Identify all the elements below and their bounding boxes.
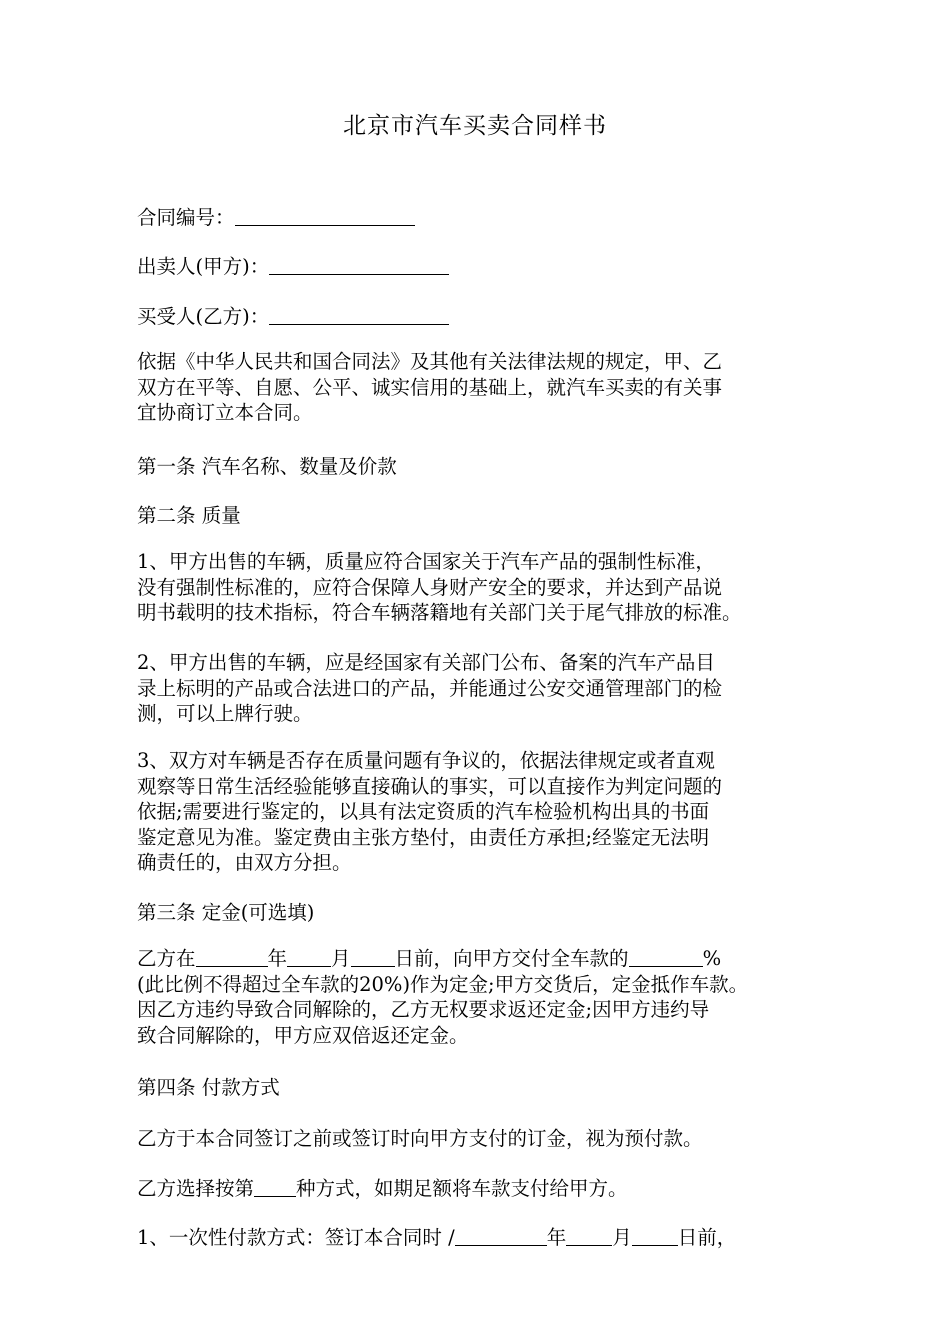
lump-sum-day-blank [632,1226,678,1246]
contract-number-blank [235,206,415,226]
intro-line: 双方在平等、自愿、公平、诚实信用的基础上，就汽车买卖的有关事 [137,375,723,399]
lump-sum-year-blank [455,1226,547,1246]
article-3-paragraph [137,946,827,1048]
method-number-blank [254,1177,296,1197]
intro-line: 依据《中华人民共和国合同法》及其他有关法律法规的规定，甲、乙 [137,350,723,373]
clause-line: (此比例不得超过全车款的20%)作为定金;甲方交货后，定金抵作车款。 [137,972,749,996]
deposit-day-blank [351,947,395,967]
clause-line: 观察等日常生活经验能够直接确认的事实，可以直接作为判定问题的 [137,774,723,798]
clause-line: 测，可以上牌行驶。 [137,702,313,725]
deposit-month-blank [287,947,331,967]
article-4-lump-sum [137,1222,736,1250]
clause-line: 明书载明的技术指标，符合车辆落籍地有关部门关于尾气排放的标准。 [137,601,742,624]
article-4-method-choice [137,1173,628,1201]
clause-line: 鉴定意见为准。鉴定费由主张方垫付，由责任方承担;经鉴定无法明 [137,825,710,849]
clause-line: 致合同解除的，甲方应双倍返还定金。 [137,1023,469,1047]
clause-line: 录上标明的产品或合法进口的产品，并能通过公安交通管理部门的检 [137,676,723,700]
article-3-heading: 第三条 定金(可选填) [137,901,315,924]
method-text: 种方式，如期足额将车款支付给甲方。 [296,1177,628,1200]
deposit-percent-blank [629,947,703,967]
deposit-text: 乙方在 [137,947,196,970]
intro-paragraph [137,349,827,426]
deposit-year-blank [196,947,268,967]
lump-sum-text: 1、一次性付款方式：签订本合同时 / [137,1226,455,1249]
clause-line: 确责任的，由双方分担。 [137,851,352,874]
deposit-text: 月 [331,947,351,970]
article-2-heading: 第二条 质量 [137,504,241,527]
contract-number-field [137,202,415,230]
buyer-field [137,301,449,329]
clause-line: 2、甲方出售的车辆，应是经国家有关部门公布、备案的汽车产品目 [137,651,715,674]
deposit-line [137,946,827,972]
clause-line: 3、双方对车辆是否存在质量问题有争议的，依据法律规定或者直观 [137,749,715,772]
article-2-clause-2 [137,650,827,727]
contract-number-label: 合同编号： [137,206,235,229]
intro-line: 宜协商订立本合同。 [137,401,313,424]
buyer-blank [269,305,449,325]
method-text: 乙方选择按第 [137,1177,255,1200]
seller-field [137,251,449,279]
clause-line: 没有强制性标准的，应符合保障人身财产安全的要求，并达到产品说 [137,575,723,599]
lump-sum-text: 日前， [677,1226,737,1249]
clause-line: 1、甲方出售的车辆，质量应符合国家关于汽车产品的强制性标准， [137,550,715,573]
deposit-text: % [702,947,722,970]
buyer-label: 买受人(乙方)： [137,305,270,328]
lump-sum-text: 月 [612,1226,632,1249]
clause-line: 依据;需要进行鉴定的，以具有法定资质的汽车检验机构出具的书面 [137,800,710,823]
article-4-prepayment: 乙方于本合同签订之前或签订时向甲方支付的订金，视为预付款。 [137,1127,703,1150]
article-2-clause-1 [137,549,827,626]
article-4-heading: 第四条 付款方式 [137,1076,280,1099]
deposit-text: 年 [267,947,288,970]
deposit-text: 日前，向甲方交付全车款的 [394,947,629,970]
article-1-heading: 第一条 汽车名称、数量及价款 [137,455,397,478]
article-2-clause-3 [137,748,827,876]
lump-sum-text: 年 [546,1226,567,1249]
seller-blank [269,255,449,275]
seller-label: 出卖人(甲方)： [137,255,270,278]
document-title: 北京市汽车买卖合同样书 [343,113,607,139]
clause-line: 因乙方违约导致合同解除的，乙方无权要求返还定金;因甲方违约导 [137,998,710,1021]
lump-sum-month-blank [566,1226,612,1246]
